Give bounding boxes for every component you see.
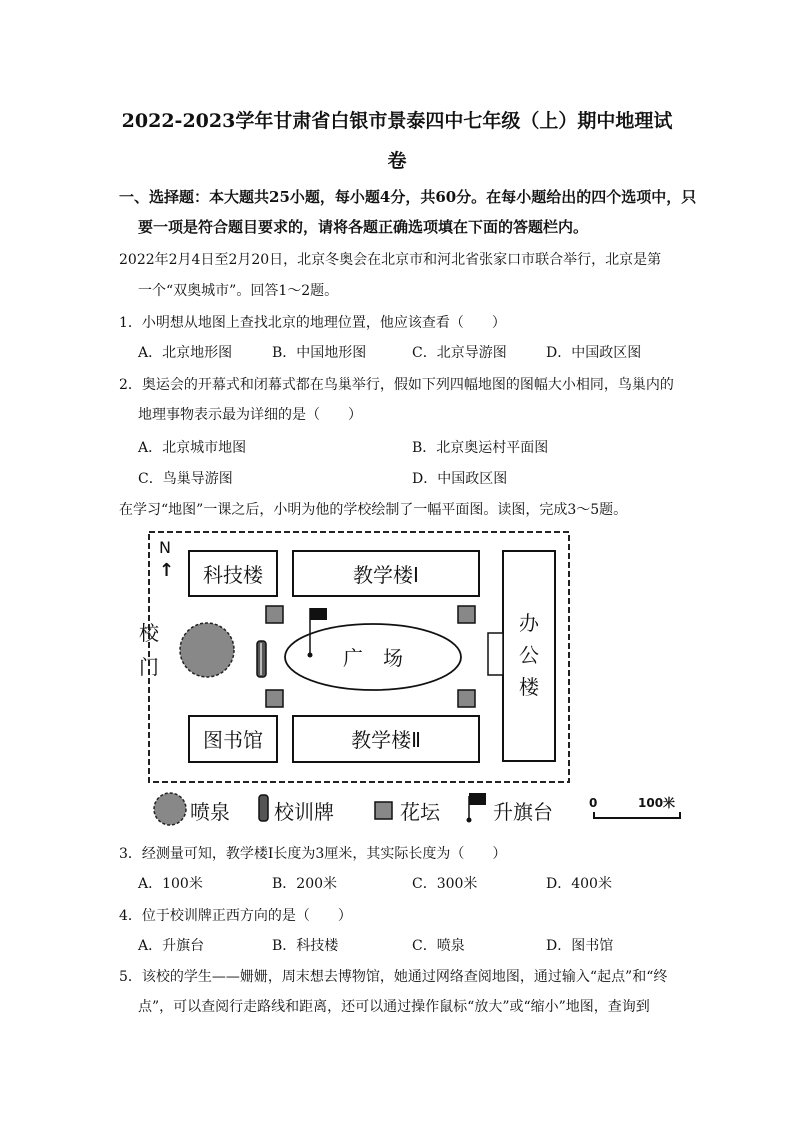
q3-option-a[interactable]: A．100米	[138, 876, 203, 892]
office-building-label-3: 楼	[519, 675, 539, 699]
gate-label-1: 校	[139, 621, 159, 645]
office-building-label-2: 公	[519, 643, 539, 667]
office-building-label-1: 办	[519, 611, 539, 635]
flowerbed	[266, 606, 283, 623]
q1-option-d[interactable]: D．中国政区图	[546, 345, 642, 361]
question-1-stem: 1．小明想从地图上查找北京的地理位置，他应该查看（ ）	[119, 315, 506, 331]
question-5-stem-line2: 点”，可以查阅行走路线和距离，还可以通过操作鼠标“放大”或“缩小”地图，查询到	[138, 999, 650, 1015]
flag-base	[308, 653, 313, 658]
legend-flowerbed-label: 花坛	[400, 800, 440, 824]
scale-bar	[594, 812, 680, 818]
school-plan-map	[133, 526, 688, 836]
question-2-stem-line2: 地理事物表示最为详细的是（ ）	[138, 407, 362, 423]
legend-flowerbed-icon	[375, 802, 392, 819]
flowerbed	[266, 690, 283, 707]
question-5-stem-line1: 5．该校的学生——姗姗，周末想去博物馆，她通过网络查阅地图，通过输入“起点”和“终	[119, 969, 668, 985]
q3-option-b[interactable]: B．200米	[272, 876, 338, 892]
q2-option-a[interactable]: A．北京城市地图	[138, 440, 247, 456]
q4-option-c[interactable]: C．喷泉	[412, 938, 465, 954]
question-3-stem: 3．经测量可知，教学楼Ⅰ长度为3厘米，其实际长度为（ ）	[119, 846, 507, 862]
tech-building-label: 科技楼	[203, 563, 263, 587]
q3-option-c[interactable]: C．300米	[412, 876, 478, 892]
intro2: 在学习“地图”一课之后，小明为他的学校绘制了一幅平面图。读图，完成3～5题。	[119, 502, 628, 518]
north-label: N	[159, 538, 171, 557]
square-label: 广 场	[343, 646, 403, 670]
legend-flag-icon	[469, 793, 486, 805]
teaching-building-2-label: 教学楼Ⅱ	[351, 728, 421, 752]
legend-motto-label: 校训牌	[274, 800, 334, 824]
intro1-line2: 一个“双奥城市”。回答1～2题。	[138, 283, 339, 299]
question-4-stem: 4．位于校训牌正西方向的是（ ）	[119, 908, 352, 924]
flag-icon	[310, 608, 327, 620]
q4-option-a[interactable]: A．升旗台	[138, 938, 205, 954]
intro1-line1: 2022年2月4日至2月20日，北京冬奥会在北京市和河北省张家口市联合举行，北京是第	[119, 252, 662, 268]
legend-motto-icon	[259, 795, 268, 821]
q1-option-b[interactable]: B．中国地形图	[272, 345, 367, 361]
legend-fountain-label: 喷泉	[190, 800, 230, 824]
exam-title-line2: 卷	[387, 150, 407, 172]
gate-label-2: 门	[139, 655, 159, 679]
office-entrance	[488, 633, 503, 675]
section-heading-line1: 一、选择题：本大题共25小题，每小题4分，共60分。在每小题给出的四个选项中，只	[119, 188, 697, 206]
q2-option-b[interactable]: B．北京奥运村平面图	[412, 440, 549, 456]
teaching-building-1-label: 教学楼Ⅰ	[353, 563, 419, 587]
legend-fountain-icon	[154, 793, 186, 825]
q1-option-c[interactable]: C．北京导游图	[412, 345, 507, 361]
fountain	[180, 623, 234, 677]
section-heading-line2: 要一项是符合题目要求的，请将各题正确选项填在下面的答题栏内。	[138, 218, 589, 236]
q4-option-d[interactable]: D．图书馆	[546, 938, 614, 954]
flowerbed	[458, 606, 475, 623]
scale-length: 100米	[638, 796, 676, 810]
q1-option-a[interactable]: A．北京地形图	[138, 345, 233, 361]
exam-title-line1: 2022-2023学年甘肃省白银市景泰四中七年级（上）期中地理试	[121, 110, 673, 132]
library-building-label: 图书馆	[203, 728, 263, 752]
q2-option-c[interactable]: C．鸟巢导游图	[138, 471, 233, 487]
question-2-stem-line1: 2．奥运会的开幕式和闭幕式都在鸟巢举行，假如下列四幅地图的图幅大小相同，鸟巢内的	[119, 377, 674, 393]
north-arrow-icon: ↑	[159, 560, 175, 581]
scale-zero: 0	[589, 796, 598, 810]
q4-option-b[interactable]: B．科技楼	[272, 938, 339, 954]
q2-option-d[interactable]: D．中国政区图	[412, 471, 508, 487]
flowerbed	[458, 690, 475, 707]
q3-option-d[interactable]: D．400米	[546, 876, 612, 892]
legend-flag-label: 升旗台	[493, 800, 553, 824]
